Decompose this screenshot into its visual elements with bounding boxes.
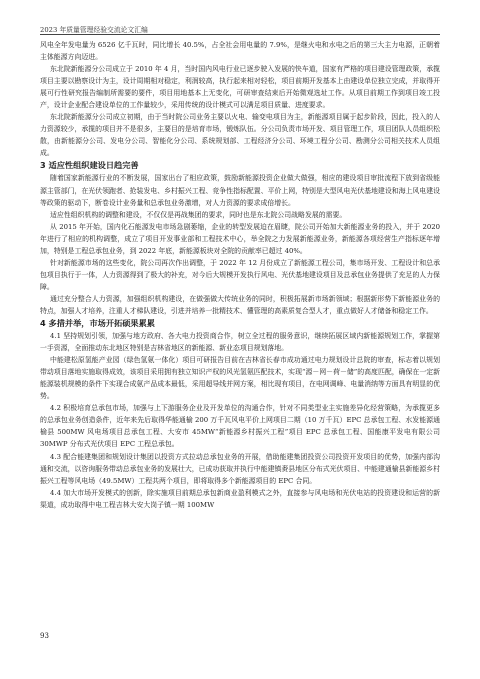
header-rule bbox=[40, 34, 440, 35]
paragraph-4-3: 4.3 配合能建集团和规划设计集团以投资方式拉动总承包业务的开展，借助能建集团投资公司投资开发项目的优势，加强内部沟通和交流，以咨询服务带动总承包业务的发展壮大，已成功获取并执行中能建镇赉县地区分布式光伏项目、中能建通榆县新能源乡村振兴工程等风电场（49.5MW）工程共两个项目，即将取得多个新能源项目的 EPC 合同。 bbox=[40, 452, 440, 485]
running-header: 2023 年质量管理经验交流论文汇编 bbox=[40, 26, 148, 34]
paragraph: 随着国家新能源行业的不断发展，国家出台了相应政策，鼓励新能源投资企业做大做强，相应的建设项目审批流程下放到省级能源主管部门，在光伏领跑者、抢装发电、乡村振兴工程、竞争性指标配置、平价上网，特别是大型风电光伏基地建设和海上风电建设等政策的驱动下，断卷设计业务量和总承包业务激增，对人力资源的要求成倍增长。 bbox=[40, 174, 440, 207]
page-number: 93 bbox=[40, 632, 49, 640]
section-heading-4: 4 多措并举，市场开拓硕果累累 bbox=[40, 318, 155, 329]
paragraph: 东北院新能源分公司成立于 2010 年 4 月，当时国内风电行业已逐步驶入发展的快车道，国家有严格的项目建设管理政策，承揽项目主要以勘察设计为主，设计周期相对稳定，利润较高，执行起来相对轻松，项目前期开发基本上由建设单位独立完成，并取得开展可行性研究报告编制所需要的要件，项目用地基本上无变化，可研审查结束后开始微观选址工作。从项目前期工作到项目竣工投产，设计企业配合建设单位的工作量较少，采用传统的设计模式可以满足项目质量、进度要求。 bbox=[40, 65, 440, 110]
page-body bbox=[40, 39, 440, 511]
section-heading-3: 3 适应性组织建设日趋完善 bbox=[40, 160, 139, 171]
paragraph-4-1: 4.1 坚持规划引领，加强与地方政府、各大电力投资商合作，树立全过程的服务意识，继续拓展区域内新能源规划工作，掌握第一手资源，全面推动东北地区特别是吉林省地区的新能源、新业态项目规划落地。 bbox=[40, 332, 440, 353]
paragraph-4-2: 4.2 积极培育总承包市场，加强与上下游服务企业及开发单位的沟通合作，针对不同类型业主实施差异化经营策略，为承揽更多的总承包业务创造条件，近年来先后取得华能通榆 200 万千瓦风电平价上网项目二期（10 万千瓦）EPC 总承包工程、水发能源通榆县 500MW 风电场项目总承包工程、大安市 45MW“新能源乡村振兴工程”项目 EPC 总承包工程、国能康平发电有限公司 30MWP 分布式光伏项目 EPC 工程总承包。 bbox=[40, 404, 440, 449]
paragraph: 针对新能源市场的这些变化，院公司再次作出调整，于 2022 年 12 月份成立了新能源工程公司，集市场开发、工程设计和总承包项目执行于一体，人力资源得到了极大的补充，对今后大规模开发执行风电、光伏基地建设项目及总承包业务提供了充足的人力保障。 bbox=[40, 258, 440, 291]
paragraph: 东北院新能源分公司成立初期，由于当时院公司业务主要以火电、输变电项目为主，新能源项目属于起步阶段，因此，投入的人力资源较少，承揽的项目并不是很多，主要目的是培育市场，锻炼队伍。分公司负责市场开发、项目管理工作，项目团队人员组织松散，由新能源分公司、发电分公司、智能化分公司、系统规划部、工程经济分公司、环境工程分公司、勘测分公司相关技术人员组成。 bbox=[40, 113, 440, 158]
paragraph: 通过充分整合人力资源，加强组织机构建设，在做强做大传统业务的同时，积极拓展新市场新领域；根据新形势下新能源业务的特点，加强人才培养，注重人才梯队建设，引进并培养一批精技术、懂管理的高素质复合型人才，重点做好人才储备和稳定工作。 bbox=[40, 294, 440, 315]
paragraph: 风电全年发电量为 6526 亿千瓦时，同比增长 40.5%，占全社会用电量的 7.9%，是继火电和水电之后的第三大主力电源，正朝着主体能源方向迈进。 bbox=[40, 41, 440, 62]
paragraph: 中能建松原氢能产业园（绿色氢氨一体化）项目可研报告目前在吉林省长春市成功通过电力规划设计总院的审查，标志着以规划带动项目落地实施取得成效，该项目采用拥有独立知识产权的风光氢氨匹配技术，实现“源－网－荷－储”的高度匹配，确保在一定新能源装机规模的条件下实现合成氨产品成本最低，采用超导线并网方案，相比现有项目，在电网调峰、电量消纳等方面具有明显的优势。 bbox=[40, 356, 440, 401]
paragraph: 适应性组织机构的调整和建设，不仅仅是再战集团的要求，同时也是东北院公司战略发展的需要。 bbox=[50, 210, 347, 219]
paragraph: 从 2015 年开始，国内化石能源发电市场急剧萎缩，企业的转型发展迫在眉睫，院公司开始加大新能源业务的投入，并于 2020 年进行了相应的机构调整，成立了项目开发事业部和工程技术中心，举全院之力发展新能源业务，新能源各项经营生产指标逐年增加，特别是工程总承包业务，到 2022 年底，新能源板块对全院的贡献率已超过 40%。 bbox=[40, 222, 440, 255]
paragraph-4-4: 4.4 加大市场开发模式的创新，除实施项目前期总承包新商业盈利模式之外，直接参与风电场和光伏电站的投资建设和运营的新渠道，成功取得中电工程吉林大安大岗子镇一期 100MW bbox=[40, 488, 440, 509]
